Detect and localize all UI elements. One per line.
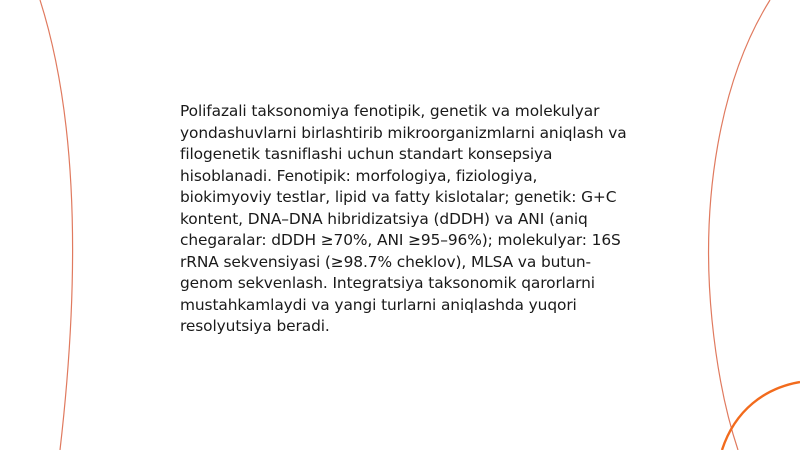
body-paragraph: Polifazali taksonomiya fenotipik, genetik va molekulyar yondashuvlarni birlashtirib mikroorganizmlarni aniqlash va filogenetik tasniflashi uchun standart konsepsiya hisoblanadi. Fenotipik: morfologiya, fiziologiya, biokimyoviy testlar, lipid va fatty kislotalar; genetik: G+C kontent, DNA–DNA hibridizatsiya (dDDH) va ANI (aniq chegaralar: dDDH ≥70%, ANI ≥95–96%); molekulyar: 16S rRNA sekvensiyasi (≥98.7% cheklov), MLSA va butun-genom sekvenlash. Integratsiya taksonomik qarorlarni mustahkamlaydi va yangi turlarni aniqlashda yuqori resolyutsiya beradi. <box>180 102 627 335</box>
right-thick-arc <box>722 382 800 450</box>
right-thin-arc <box>709 0 770 450</box>
left-thin-arc <box>40 0 73 450</box>
